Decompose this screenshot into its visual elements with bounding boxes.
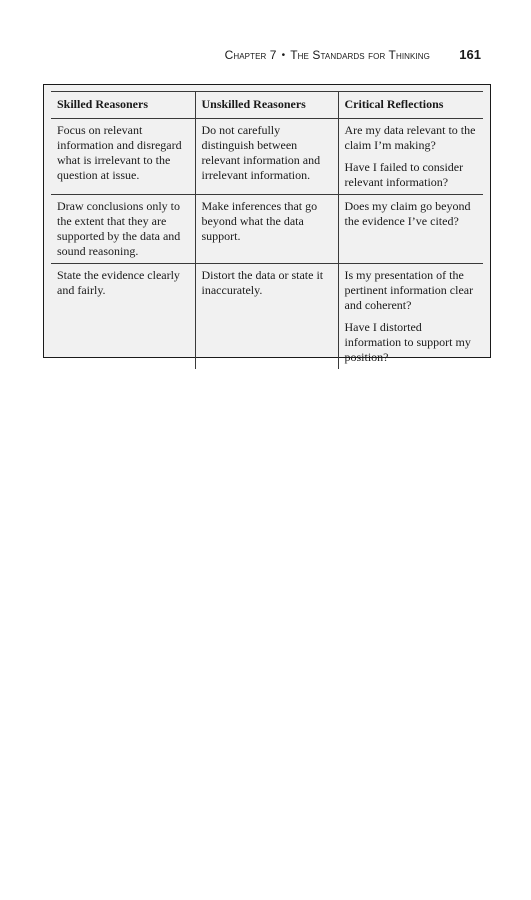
cell-text: Do not carefully distinguish between relevant information and irrelevant information. <box>201 123 321 182</box>
standards-table-box <box>43 84 491 364</box>
reflections-cell <box>338 119 483 195</box>
table-row <box>51 119 483 195</box>
column-header-unskilled: Unskilled Reasoners <box>195 92 338 119</box>
chapter-label: Chapter 7 <box>224 48 277 62</box>
chapter-heading <box>225 48 430 62</box>
standards-table <box>51 91 483 369</box>
running-header <box>0 46 531 66</box>
reflection-question: Are my data relevant to the claim I’m making? <box>344 123 476 152</box>
reflection-question: Have I distorted information to support my position? <box>344 320 471 364</box>
unskilled-cell <box>195 195 338 264</box>
reflection-question: Does my claim go beyond the evidence I’ve cited? <box>344 199 471 228</box>
unskilled-cell <box>195 264 338 370</box>
page-number: 161 <box>459 47 481 62</box>
chapter-title: The Standards for Thinking <box>290 48 430 62</box>
table-row <box>51 264 483 370</box>
skilled-cell <box>51 195 195 264</box>
cell-text: State the evidence clearly and fairly. <box>57 268 180 297</box>
cell-text: Distort the data or state it inaccurately. <box>201 268 324 297</box>
reflections-cell <box>338 264 483 370</box>
skilled-cell <box>51 264 195 370</box>
reflection-question: Is my presentation of the pertinent information clear and coherent? <box>344 268 474 312</box>
bullet-separator: • <box>281 50 286 61</box>
cell-text: Focus on relevant information and disregard what is irrelevant to the question at issue. <box>57 123 182 182</box>
reflections-cell <box>338 195 483 264</box>
cell-text: Draw conclusions only to the extent that they are supported by the data and sound reasoning. <box>57 199 181 258</box>
reflection-question: Have I failed to consider relevant information? <box>344 160 464 189</box>
column-header-skilled: Skilled Reasoners <box>51 92 195 119</box>
table-header-row <box>51 92 483 119</box>
unskilled-cell <box>195 119 338 195</box>
cell-text: Make inferences that go beyond what the data support. <box>201 199 318 243</box>
table-row <box>51 195 483 264</box>
column-header-reflections: Critical Reflections <box>338 92 483 119</box>
skilled-cell <box>51 119 195 195</box>
